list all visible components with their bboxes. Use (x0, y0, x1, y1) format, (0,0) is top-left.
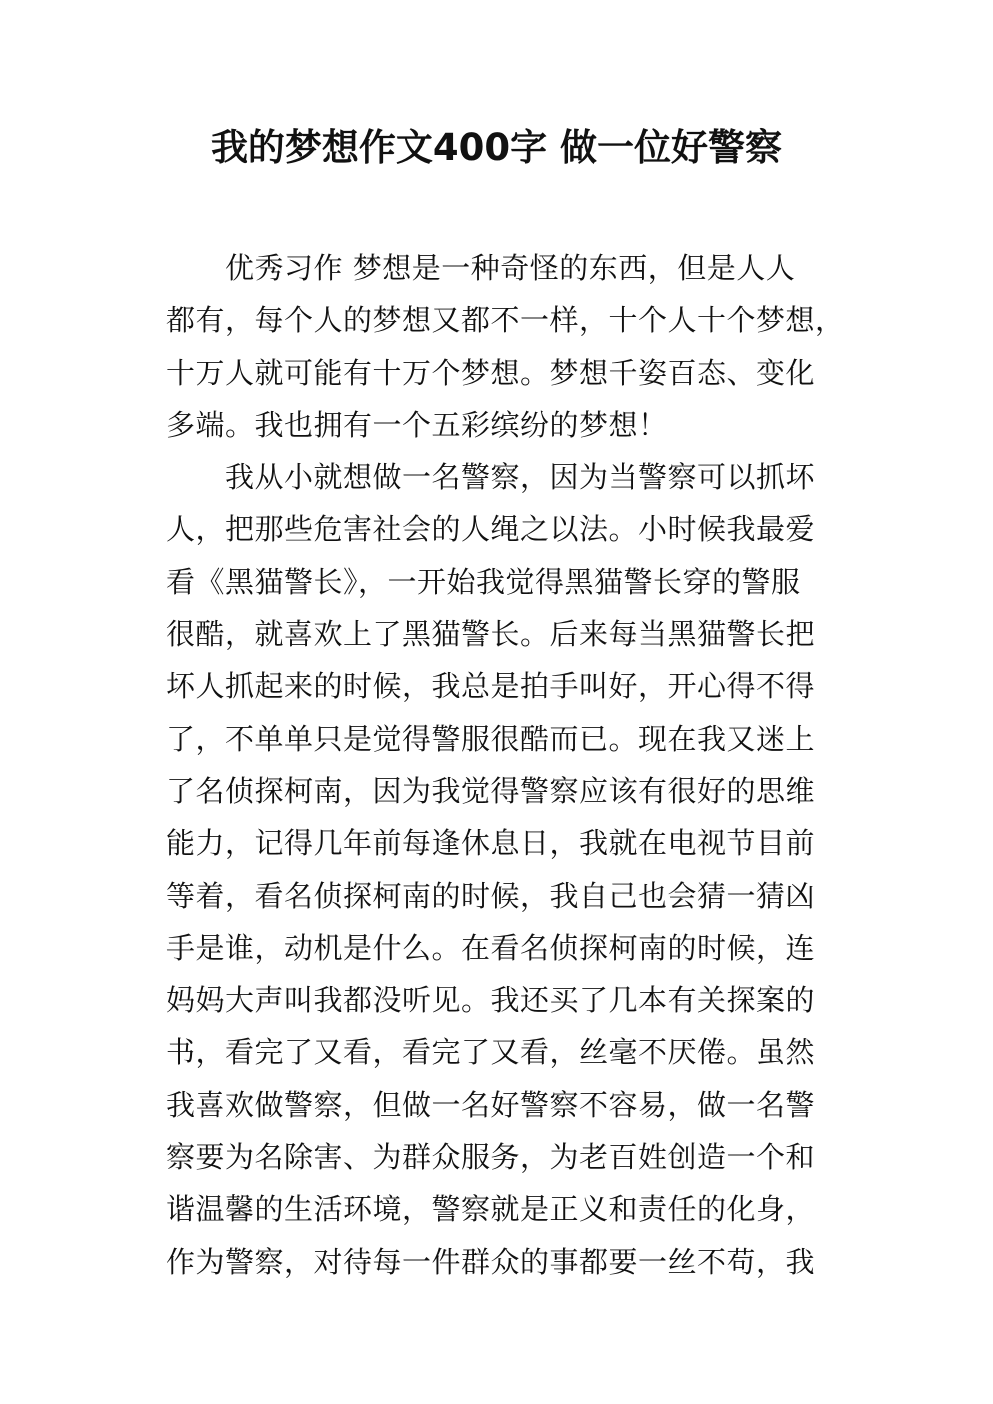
paragraph-line: 等着，看名侦探柯南的时候，我自己也会猜一猜凶 (166, 878, 816, 913)
paragraph-line: 都有，每个人的梦想又都不一样，十个人十个梦想， (166, 303, 845, 338)
paragraph-line: 我从小就想做一名警察，因为当警察可以抓坏 (225, 460, 816, 495)
paragraph-line: 谐温馨的生活环境，警察就是正义和责任的化身， (166, 1192, 816, 1227)
document-body (166, 242, 846, 1288)
paragraph-line: 看《黑猫警长》，一开始我觉得黑猫警长穿的警服 (166, 564, 801, 599)
paragraph-line: 妈妈大声叫我都没听见。我还买了几本有关探案的 (166, 983, 816, 1018)
paragraph-line: 多端。我也拥有一个五彩缤纷的梦想！ (166, 407, 668, 442)
paragraph-line: 坏人抓起来的时候，我总是拍手叫好，开心得不得 (166, 669, 816, 704)
paragraph-line: 能力，记得几年前每逢休息日，我就在电视节目前 (166, 826, 816, 861)
paragraph-line: 作为警察，对待每一件群众的事都要一丝不苟，我 (166, 1244, 816, 1279)
document-title: 我的梦想作文400字 做一位好警察 (210, 126, 783, 169)
paragraph-line: 我喜欢做警察，但做一名好警察不容易，做一名警 (166, 1087, 816, 1122)
paragraph-line: 察要为名除害、为群众服务，为老百姓创造一个和 (166, 1140, 816, 1175)
paragraph-line: 很酷，就喜欢上了黑猫警长。后来每当黑猫警长把 (166, 617, 816, 652)
paragraph-line: 优秀习作 梦想是一种奇怪的东西，但是人人 (225, 251, 796, 285)
paragraph-line: 书，看完了又看，看完了又看，丝毫不厌倦。虽然 (166, 1035, 816, 1070)
paragraph-line: 人，把那些危害社会的人绳之以法。小时候我最爱 (166, 512, 816, 547)
paragraph-line: 了名侦探柯南，因为我觉得警察应该有很好的思维 (166, 773, 816, 808)
paragraph-line: 了，不单单只是觉得警服很酷而已。现在我又迷上 (166, 721, 816, 756)
paragraph-line: 手是谁，动机是什么。在看名侦探柯南的时候，连 (166, 930, 816, 965)
paragraph-line: 十万人就可能有十万个梦想。梦想千姿百态、变化 (166, 355, 816, 390)
